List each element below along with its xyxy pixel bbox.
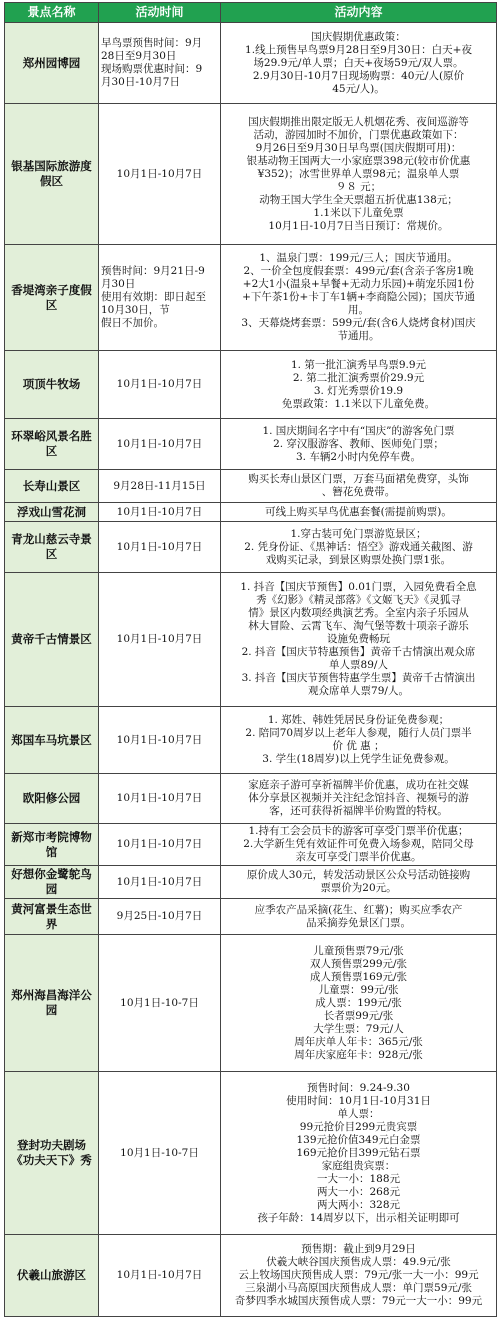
time-line: 预售时间：9月21日-9 [101,265,205,277]
time-line: 10月1日-10月7日 [116,505,203,518]
time-line: 10月1日-10月7日 [116,838,203,850]
content-line: 9月26日至9月30日早鸟票(国庆假期可用)： [255,141,462,154]
content-line: 2.大学新生凭有效证件可免费入场参观，陪同父母 [243,838,474,850]
content-line: 情》景区内数项经典演艺秀。全室内亲子乐园从 [248,607,469,619]
content-line: 双人预售票299元/张 [309,957,408,970]
time-line: 10月1日-10月7日 [116,733,203,746]
activity-content-cell [221,503,497,522]
content-line: 国庆假期推出限定版无人机烟花秀、夜间巡游等 [248,115,469,128]
scenic-name-cell: 伏羲山旅游区 [5,1235,99,1317]
content-line: 长者票99元/张 [323,1009,394,1022]
time-line: 月30日 [101,278,136,290]
header-activity-content: 活动内容 [221,3,497,23]
content-line: 可线上购买早鸟优惠套餐(需提前购票)。 [265,505,452,518]
time-line: 10月1日-10-7日 [120,996,199,1009]
content-line: 2. 穿汉服游客、教师、医师免门票； [273,437,444,450]
activity-content-cell [221,935,497,1072]
activity-time-cell [99,351,221,419]
scenic-name-cell: 黄河富景生态世界 [5,899,99,935]
activity-content-cell [221,23,497,104]
time-line: 10月1日-10月7日 [116,378,203,390]
content-line: +下午茶1份+卡丁车1辆+李商隐公园)；国庆节通 [242,291,475,303]
content-line: 票票价为20元。 [320,882,397,894]
content-line: 家庭亲子游可享祈福牌半价优惠，成功在社交媒 [248,779,469,791]
time-line: 10月1日-10月7日 [116,437,203,450]
scenic-name-cell: 黄帝千古情景区 [5,573,99,707]
content-line: 1. 抖音【国庆节预售】0.01门票，入园免费看全息 [240,581,477,593]
content-line: 奇梦四季水城国庆预售成人票：79元一大一小：99元 [234,1295,483,1307]
content-line: 3. 车辆2小时内免停车费。 [295,450,422,463]
time-line: 28日至9月30日 [101,50,177,62]
content-line: 预售时间：9.24-9.30 [307,1081,410,1094]
content-line: 动物王国大学生全天票超五折优惠138元； [259,193,458,206]
activity-content-cell [221,1072,497,1235]
content-line: 三泉湖小马高原国庆预售成人票：单门票59元/张 [245,1282,472,1294]
activity-content-cell [221,573,497,707]
content-line: 客，还可获得祈福牌半价购置的特权。 [269,805,448,817]
scenic-name-cell: 项顶牛牧场 [5,351,99,419]
content-line: 原价成人30元，转发活动景区公众号活动链接购 [246,869,471,881]
time-line: 10月1日-10月7日 [116,633,203,645]
content-line: 1. 国庆期间名字中有“国庆”的游客免门票 [262,424,455,437]
content-line: 孩子年龄：14周岁以下，出示相关证明即可 [257,1211,460,1224]
activity-time-cell [99,707,221,774]
time-line: 早鸟票预售时间：9月 [101,37,203,49]
table-row [5,774,497,824]
content-line: 价 优 惠 ； [332,740,385,752]
content-line: 用。 [348,304,369,316]
activity-content-cell [221,774,497,824]
content-line: 品采摘券免景区门票。 [306,916,411,929]
content-line: 周年庆家庭年卡：928元/张 [294,1048,423,1061]
content-line: 节通用。 [337,330,380,342]
content-line: 使用时间：10月1日-10月31日 [286,1094,431,1107]
content-line: 1.持有工会会员卡的游客可享受门票半价优惠； [248,825,469,837]
time-line: 10月1日-10月7日 [116,167,203,180]
activity-time-cell [99,470,221,503]
table-row [5,503,497,522]
time-line: 月30日-10月7日 [101,76,180,88]
content-line: 预售期：截止到9月29日 [301,1243,416,1255]
activity-time-cell [99,573,221,707]
table-row [5,104,497,245]
activity-time-cell [99,1072,221,1235]
table-row [5,866,497,899]
content-line: 家庭组贵宾票： [321,1159,396,1172]
scenic-name-cell: 浮戏山雪花洞 [5,503,99,522]
content-line: 2. 第二批汇演秀票价29.9元 [292,371,425,384]
scenic-name-cell: 新郑市考院博物馆 [5,824,99,866]
content-line: 3. 学生(18周岁)以上凭学生证免费参观。 [262,753,455,765]
time-line: 10月1日-10-7日 [120,1146,199,1159]
content-line: 活动，游园加时不加价，门票优惠政策如下： [253,128,464,141]
time-line: 假日不加价。 [101,317,164,329]
activity-time-cell [99,1235,221,1317]
activity-time-cell [99,522,221,573]
content-line: 99元抢价目299元贵宾票 [299,1120,418,1133]
time-line: 使用有效期：即日起至 [101,291,206,303]
activity-time-cell [99,866,221,899]
table-row [5,573,497,707]
activity-content-cell [221,1235,497,1317]
content-line: 1. 郑姓、韩姓凭居民身份证免费参观； [267,714,450,726]
content-line: 应季农产品采摘(花生、红薯)；购买应季农产 [254,903,463,916]
content-line: 1. 第一批汇演秀早鸟票9.9元 [290,358,427,371]
time-line: 10月1日-10月7日 [116,875,203,888]
table-row [5,351,497,419]
activity-content-cell [221,245,497,351]
content-line: 2. 抖音【国庆节特惠预售】黄帝千古情演出观众席 [241,646,476,658]
content-line: 伏羲大峡谷国庆预售成人票：49.9元/张 [266,1256,451,1268]
activity-time-cell [99,935,221,1072]
content-line: 单人票89/人 [329,659,388,671]
content-line: 林大冒险、云霄飞车、淘气堡等数十项亲子游乐 [248,620,469,632]
content-line: 169元抢价目399元钻石票 [296,1146,421,1159]
content-line: 139元抢价值349元白金票 [296,1133,421,1146]
table-row [5,470,497,503]
content-line: 免票政策：1.1米以下儿童免费。 [281,397,436,410]
activity-content-cell [221,351,497,419]
content-line: 购买长寿山景区门票，万套马面裙免费穿，头饰 [248,473,469,485]
content-line: 亲友可享受门票半价优惠。 [295,851,422,863]
time-line: 10月1日-10月7日 [116,540,203,553]
scenic-name-cell: 郑国车马坑景区 [5,707,99,774]
time-line: 10月30日，节 [101,304,170,316]
scenic-name-cell: 环翠峪风景名胜区 [5,419,99,470]
time-line: 现场购票优惠时间：9 [101,63,203,75]
content-line: 1.1米以下儿童免票 [313,206,404,219]
activity-time-cell [99,824,221,866]
scenic-name-cell: 长寿山景区 [5,470,99,503]
header-scenic-name: 景点名称 [5,3,99,23]
activity-time-cell [99,245,221,351]
activity-time-cell [99,774,221,824]
content-line: 45元/人)。 [332,82,385,95]
activity-content-cell [221,899,497,935]
content-line: 2、一价全包度假套票：499元/套(含亲子客房1晚 [243,265,474,277]
activity-content-cell [221,419,497,470]
header-row [5,3,497,23]
content-line: 成人票：199元/张 [315,996,402,1009]
content-line: 1.穿古装可免门票游览景区； [290,527,427,540]
table-row [5,824,497,866]
scenic-name-cell: 郑州海昌海洋公园 [5,935,99,1072]
content-line: 2. 凭身份证、《黑神话：悟空》游戏通关截图、游 [244,540,473,553]
content-line: 大学生票：79元/人 [313,1022,404,1035]
content-line: 云上牧场国庆预售成人票：79元/张一大一小：99元 [238,1269,479,1281]
activity-table [4,2,497,1317]
content-line: 秀《幻影》《精灵部落》《文姬飞天》《灵狐寻 [256,594,461,606]
activity-content-cell [221,824,497,866]
content-line: 两大一小：268元 [316,1185,401,1198]
activity-content-cell [221,707,497,774]
content-line: 3. 抖音【国庆节预售特惠学生票】黄帝千古情演出 [241,672,476,684]
content-line: 戏购买记录，到景区购票处换门票1张。 [265,553,452,566]
content-line: 周年庆单人年卡：365元/张 [294,1035,423,1048]
table-row [5,935,497,1072]
activity-content-cell [221,470,497,503]
time-line: 9月28日-11月15日 [113,479,206,492]
content-line: 2. 陪同70周岁以上老年人参观，随行人员门票半 [245,727,472,739]
content-line: ９８ 元； [335,180,382,193]
scenic-name-cell: 青龙山慈云寺景区 [5,522,99,573]
table-row [5,23,497,104]
time-line: 10月1日-10月7日 [116,1269,203,1281]
activity-content-cell [221,866,497,899]
table-row [5,419,497,470]
content-line: 体分享景区视频并关注纪念馆抖音、视频号的游 [248,792,469,804]
scenic-name-cell: 好想你金鹭鸵鸟园 [5,866,99,899]
content-line: 儿童票：99元/张 [318,983,399,996]
content-line: 两大两小：328元 [316,1198,401,1211]
header-activity-time: 活动时间 [99,3,221,23]
content-line: ¥352)；冰雪世界单人票98元；温泉单人票 [257,167,460,180]
content-line: 1.线上预售早鸟票9月28日至9月30日：白天+夜 [245,43,472,56]
activity-content-cell [221,104,497,245]
content-line: 设施免费畅玩 [327,633,390,645]
scenic-name-cell: 登封功夫剧场《功夫天下》秀 [5,1072,99,1235]
scenic-name-cell: 欧阳修公园 [5,774,99,824]
content-line: 、簪花免费带。 [321,486,396,498]
content-line: 单人票： [337,1107,380,1120]
table-row [5,1235,497,1317]
table-row [5,899,497,935]
time-line: 10月1日-10月7日 [116,792,203,804]
activity-time-cell [99,419,221,470]
table-row [5,1072,497,1235]
content-line: 银基动物王国两大一小家庭票398元(较市价优惠 [246,154,471,167]
content-line: 观众席单人票79/人。 [308,685,409,697]
time-line: 9月25日-10月7日 [116,910,203,922]
content-line: 3、天幕烧烤套票：599元/套(含6人烧烤食材)国庆 [241,317,476,329]
content-line: 3. 灯光秀票价19.9 [313,384,404,397]
activity-time-cell [99,104,221,245]
table-row [5,707,497,774]
content-line: 成人预售票169元/张 [309,970,408,983]
scenic-name-cell: 银基国际旅游度假区 [5,104,99,245]
table-row [5,522,497,573]
content-line: 儿童预售票79元/张 [313,944,404,957]
content-line: 一大一小：188元 [316,1172,401,1185]
activity-time-cell [99,23,221,104]
content-line: 场29.9元/单人票；白天+夜场59元/双人票。 [253,56,464,69]
activity-time-cell [99,899,221,935]
content-line: 2.9月30日-10月7日现场购票：40元/人(原价 [252,69,465,82]
scenic-name-cell: 香堤湾亲子度假区 [5,245,99,351]
table-row [5,245,497,351]
content-line: 10月1日-10月7日当日预订：常规价。 [268,219,449,232]
content-line: +2大1小(温泉+早餐+无动力乐园)+萌宠乐园1份 [242,278,475,290]
scenic-name-cell: 郑州园博园 [5,23,99,104]
content-line: 国庆假期优惠政策： [311,30,406,43]
activity-content-cell [221,522,497,573]
content-line: 1、温泉门票：199元/三人；国庆节通用。 [259,252,458,264]
activity-time-cell [99,503,221,522]
